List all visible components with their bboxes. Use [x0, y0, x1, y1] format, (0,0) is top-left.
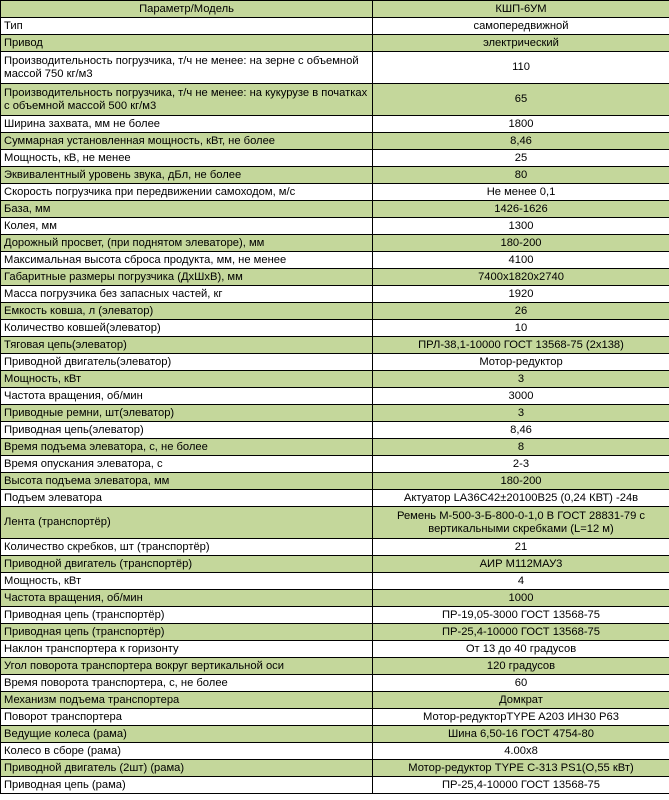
param-cell: База, мм [1, 201, 373, 218]
value-cell: электрический [373, 35, 669, 52]
table-row [1, 777, 669, 794]
param-cell: Масса погрузчика без запасных частей, кг [1, 286, 373, 303]
value-cell: 3 [373, 371, 669, 388]
value-cell: 1000 [373, 590, 669, 607]
value-cell: 180-200 [373, 235, 669, 252]
value-cell: ПРЛ-38,1-10000 ГОСТ 13568-75 (2x138) [373, 337, 669, 354]
value-cell: 110 [373, 52, 669, 84]
param-cell: Привод [1, 35, 373, 52]
table-row [1, 286, 669, 303]
param-cell: Количество скребков, шт (транспортёр) [1, 539, 373, 556]
table-row [1, 607, 669, 624]
value-cell: самопередвижной [373, 18, 669, 35]
param-cell: Ширина захвата, мм не более [1, 116, 373, 133]
param-cell: Производительность погрузчика, т/ч не менее: на кукурузе в початках с объемной массой 500 кг/м3 [1, 84, 373, 116]
param-cell: Приводная цепь (транспортёр) [1, 624, 373, 641]
param-cell: Эквивалентный уровень звука, дБл, не более [1, 167, 373, 184]
table-row [1, 439, 669, 456]
param-cell: Максимальная высота сброса продукта, мм, не менее [1, 252, 373, 269]
param-cell: Тип [1, 18, 373, 35]
spec-body [1, 18, 669, 794]
param-cell: Поворот транспортера [1, 709, 373, 726]
value-cell: 80 [373, 167, 669, 184]
value-cell: 26 [373, 303, 669, 320]
param-cell: Частота вращения, об/мин [1, 388, 373, 405]
param-cell: Емкость ковша, л (элеватор) [1, 303, 373, 320]
param-cell: Лента (транспортёр) [1, 507, 373, 539]
param-cell: Приводная цепь (транспортёр) [1, 607, 373, 624]
value-cell: 8 [373, 439, 669, 456]
value-cell: 1920 [373, 286, 669, 303]
param-cell: Колесо в сборе (рама) [1, 743, 373, 760]
value-cell: 65 [373, 84, 669, 116]
param-cell: Наклон транспортера к горизонту [1, 641, 373, 658]
param-cell: Суммарная установленная мощность, кВт, не более [1, 133, 373, 150]
table-row [1, 150, 669, 167]
table-row [1, 743, 669, 760]
table-row [1, 252, 669, 269]
value-cell: Шина 6,50-16 ГОСТ 4754-80 [373, 726, 669, 743]
param-cell: Габаритные размеры погрузчика (ДхШхВ), мм [1, 269, 373, 286]
value-cell: 3000 [373, 388, 669, 405]
table-row [1, 641, 669, 658]
table-row [1, 539, 669, 556]
param-cell: Дорожный просвет, (при поднятом элеваторе), мм [1, 235, 373, 252]
param-cell: Мощность, кВ, не менее [1, 150, 373, 167]
table-row [1, 422, 669, 439]
value-cell: Мотор-редуктор [373, 354, 669, 371]
table-row [1, 218, 669, 235]
table-row [1, 35, 669, 52]
value-cell: 2-3 [373, 456, 669, 473]
table-row [1, 709, 669, 726]
value-cell: 120 градусов [373, 658, 669, 675]
table-row [1, 556, 669, 573]
value-cell: Мотор-редуктор TYPE С-313 PS1(О,55 кВт) [373, 760, 669, 777]
value-cell: 21 [373, 539, 669, 556]
table-row [1, 320, 669, 337]
param-cell: Время подъема элеватора, с, не более [1, 439, 373, 456]
value-cell: 60 [373, 675, 669, 692]
param-cell: Частота вращения, об/мин [1, 590, 373, 607]
param-cell: Время поворота транспортера, с, не более [1, 675, 373, 692]
value-cell: 180-200 [373, 473, 669, 490]
param-cell: Механизм подъема транспортера [1, 692, 373, 709]
table-header-row [1, 1, 669, 18]
value-cell: 1800 [373, 116, 669, 133]
param-cell: Скорость погрузчика при передвижении самоходом, м/с [1, 184, 373, 201]
table-row [1, 388, 669, 405]
value-cell: ПР-19,05-3000 ГОСТ 13568-75 [373, 607, 669, 624]
table-row [1, 726, 669, 743]
table-row [1, 590, 669, 607]
table-row [1, 507, 669, 539]
value-cell: ПР-25,4-10000 ГОСТ 13568-75 [373, 777, 669, 794]
table-row [1, 116, 669, 133]
param-cell: Приводной двигатель (транспортёр) [1, 556, 373, 573]
param-cell: Угол поворота транспортера вокруг вертикальной оси [1, 658, 373, 675]
table-row [1, 692, 669, 709]
table-row [1, 303, 669, 320]
table-row [1, 760, 669, 777]
value-cell: Домкрат [373, 692, 669, 709]
table-row [1, 371, 669, 388]
table-row [1, 184, 669, 201]
param-cell: Приводной двигатель (2шт) (рама) [1, 760, 373, 777]
value-cell: От 13 до 40 градусов [373, 641, 669, 658]
table-row [1, 84, 669, 116]
table-row [1, 269, 669, 286]
value-cell: 3 [373, 405, 669, 422]
table-row [1, 675, 669, 692]
param-cell: Колея, мм [1, 218, 373, 235]
value-cell: 1426-1626 [373, 201, 669, 218]
value-cell: 1300 [373, 218, 669, 235]
table-row [1, 133, 669, 150]
value-cell: 4.00x8 [373, 743, 669, 760]
table-row [1, 473, 669, 490]
table-row [1, 235, 669, 252]
param-cell: Приводная цепь(элеватор) [1, 422, 373, 439]
table-row [1, 354, 669, 371]
param-cell: Приводные ремни, шт(элеватор) [1, 405, 373, 422]
header-param: Параметр/Модель [1, 1, 373, 18]
param-cell: Мощность, кВт [1, 371, 373, 388]
table-row [1, 405, 669, 422]
header-model: КШП-6УМ [373, 1, 669, 18]
param-cell: Время опускания элеватора, с [1, 456, 373, 473]
value-cell: Актуатор LA36C42±20100B25 (0,24 КВТ) -24в [373, 490, 669, 507]
value-cell: 25 [373, 150, 669, 167]
table-row [1, 624, 669, 641]
param-cell: Производительность погрузчика, т/ч не менее: на зерне с объемной массой 750 кг/м3 [1, 52, 373, 84]
table-row [1, 490, 669, 507]
value-cell: Не менее 0,1 [373, 184, 669, 201]
value-cell: 4 [373, 573, 669, 590]
value-cell: 8,46 [373, 133, 669, 150]
value-cell: 7400x1820x2740 [373, 269, 669, 286]
param-cell: Приводная цепь (рама) [1, 777, 373, 794]
table-row [1, 18, 669, 35]
value-cell: Ремень М-500-3-Б-800-0-1,0 В ГОСТ 28831-79 с вертикальными скребками (L=12 м) [373, 507, 669, 539]
param-cell: Высота подъема элеватора, мм [1, 473, 373, 490]
param-cell: Тяговая цепь(элеватор) [1, 337, 373, 354]
table-row [1, 167, 669, 184]
value-cell: 8,46 [373, 422, 669, 439]
value-cell: АИР М112МАУ3 [373, 556, 669, 573]
param-cell: Мощность, кВт [1, 573, 373, 590]
param-cell: Количество ковшей(элеватор) [1, 320, 373, 337]
table-row [1, 337, 669, 354]
table-row [1, 658, 669, 675]
table-row [1, 456, 669, 473]
value-cell: 4100 [373, 252, 669, 269]
table-row [1, 52, 669, 84]
value-cell: Мотор-редукторTYPE A203 ИН30 Р63 [373, 709, 669, 726]
table-row [1, 573, 669, 590]
table-row [1, 201, 669, 218]
param-cell: Подъем элеватора [1, 490, 373, 507]
value-cell: ПР-25,4-10000 ГОСТ 13568-75 [373, 624, 669, 641]
param-cell: Приводной двигатель(элеватор) [1, 354, 373, 371]
value-cell: 10 [373, 320, 669, 337]
param-cell: Ведущие колеса (рама) [1, 726, 373, 743]
